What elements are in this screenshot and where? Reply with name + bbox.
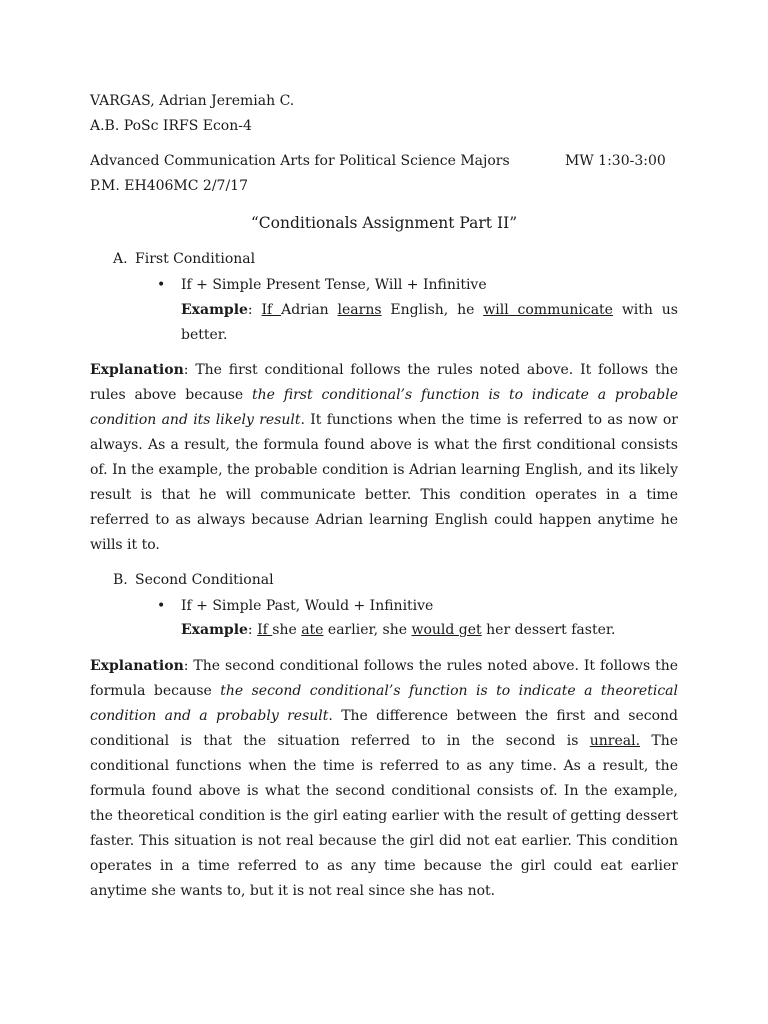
example-label: Example [181,622,248,638]
section-a-example: Example: If Adrian learns English, he will communicate with us better. [181,302,678,343]
section-a-title: First Conditional [135,251,256,267]
section-a-formula-text: If + Simple Present Tense, Will + Infinitive [181,277,487,293]
explanation-definition: the second conditional’s function is to indicate a theoretical condition and a probably result [90,683,678,724]
section-a-explanation: Explanation: The first conditional follows the rules noted above. It follows the rules above because the first conditional’s function is to indicate a probable condition and its likely result. It functions when the time is referred to as now or always. As a result, the formula found above is what the first conditional consists of. In the example, the probable condition is Adrian learning English, and its likely result is that he will communicate better. This condition operates in a time referred to as always because Adrian learning English could happen anytime he wills it to. [90,362,679,553]
course-schedule: MW 1:30-3:00 [565,153,666,169]
section-a-formula [157,275,487,295]
course-name: Advanced Communication Arts for Political Science Majors [90,153,510,169]
section-b-explanation: Explanation: The second conditional follows the rules noted above. It follows the formula because the second conditional’s function is to indicate a theoretical condition and a probably result. The difference between the first and second conditional is that the situation referred to in the second is unreal. The conditional functions when the time is referred to as any time. As a result, the formula found above is what the second conditional consists of. In the example, the theoretical condition is the girl eating earlier with the result of getting dessert faster. This situation is not real because the girl did not eat earlier. This condition operates in a time referred to as any time because the girl could eat earlier anytime she wants to, but it is not real since she has not. [90,658,679,899]
section-b-formula-text: If + Simple Past, Would + Infinitive [181,598,434,614]
explanation-label: Explanation [90,362,184,378]
bullet-icon: • [157,598,166,614]
example-result-verb: would get [411,622,482,638]
assignment-title: “Conditionals Assignment Part II” [250,214,518,232]
example-result-verb: will communicate [483,302,613,318]
section-b-example: Example: If she ate earlier, she would get her dessert faster. [181,622,616,638]
unreal-emphasis: unreal. [589,733,641,749]
section-a-letter: A. [113,251,128,267]
example-if: If [257,622,273,638]
example-label: Example [181,302,248,318]
section-b-title: Second Conditional [135,572,274,588]
explanation-label: Explanation [90,658,184,674]
section-b-heading [113,570,274,590]
example-verb: learns [337,302,382,318]
student-name: VARGAS, Adrian Jeremiah C. [90,93,295,109]
example-verb: ate [301,622,324,638]
section-b-letter: B. [113,572,128,588]
explanation-definition: the first conditional’s function is to indicate a probable condition and its likely result [90,387,679,428]
bullet-icon: • [157,277,166,293]
room-date: P.M. EH406MC 2/7/17 [90,178,248,194]
section-a-heading [113,249,255,269]
student-program: A.B. PoSc IRFS Econ-4 [90,118,252,134]
example-if: If [261,302,282,318]
section-b-formula [157,596,433,616]
